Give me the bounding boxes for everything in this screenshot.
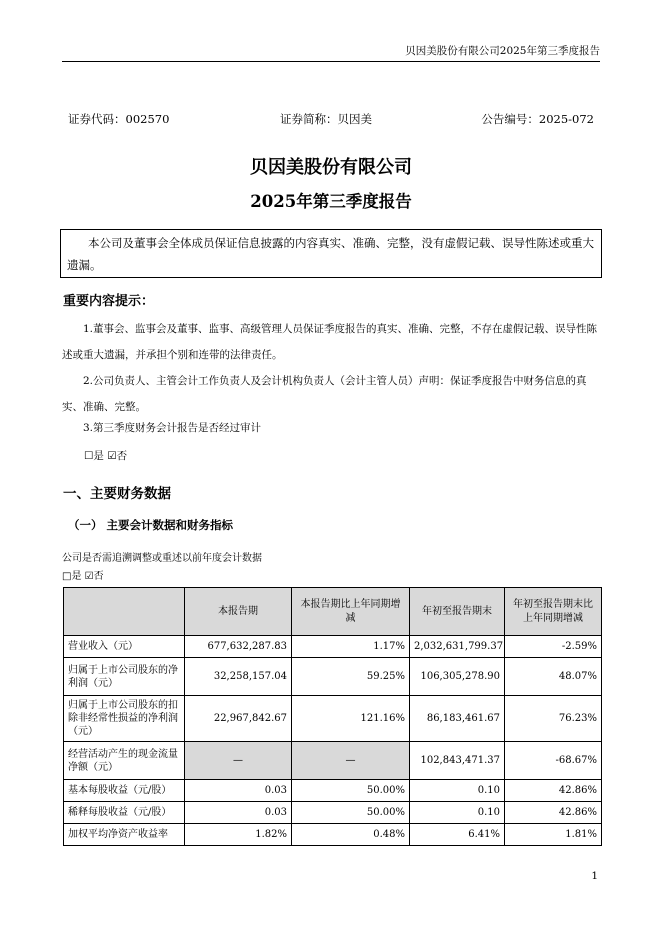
table-row bbox=[64, 802, 602, 824]
point-1: 1.董事会、监事会及董事、监事、高级管理人员保证季度报告的真实、准确、完整，不存在虚假记载、误导性陈述或重大遗漏，并承担个别和连带的法律责任。 bbox=[62, 323, 598, 361]
table-cell: 0.48% bbox=[292, 824, 410, 846]
table-cell: 0.10 bbox=[410, 780, 505, 802]
table-cell: 102,843,471.37 bbox=[410, 742, 505, 780]
table-row bbox=[64, 636, 602, 658]
table-row bbox=[64, 696, 602, 742]
header-cell bbox=[64, 588, 185, 636]
row-label: 归属于上市公司股东的扣除非经常性损益的净利润（元） bbox=[64, 696, 185, 742]
row-label: 加权平均净资产收益率 bbox=[64, 824, 185, 846]
row-label: 基本每股收益（元/股） bbox=[64, 780, 185, 802]
table-cell: 0.10 bbox=[410, 802, 505, 824]
restate-checkbox: □是 ☑否 bbox=[62, 571, 104, 582]
table-row bbox=[64, 742, 602, 780]
table-cell: — bbox=[185, 742, 292, 780]
table-cell: 42.86% bbox=[505, 780, 602, 802]
report-title: 2025年第三季度报告 bbox=[250, 192, 412, 211]
table-cell: 1.17% bbox=[292, 636, 410, 658]
key-tips-heading: 重要内容提示： bbox=[63, 294, 155, 309]
table-cell: 50.00% bbox=[292, 780, 410, 802]
running-header: 贝因美股份有限公司2025年第三季度报告 bbox=[405, 45, 600, 57]
table-cell: 22,967,842.67 bbox=[185, 696, 292, 742]
security-code: 证券代码：002570 bbox=[68, 112, 170, 126]
notice-number: 公告编号：2025-072 bbox=[481, 112, 594, 126]
row-label: 经营活动产生的现金流量净额（元） bbox=[64, 742, 185, 780]
table-cell: 76.23% bbox=[505, 696, 602, 742]
subsection-heading: （一） 主要会计数据和财务指标 bbox=[68, 518, 234, 532]
table-cell: 1.81% bbox=[505, 824, 602, 846]
table-row bbox=[64, 824, 602, 846]
table-cell: 106,305,278.90 bbox=[410, 658, 505, 696]
table-cell: 6.41% bbox=[410, 824, 505, 846]
point-3: 3.第三季度财务会计报告是否经过审计 bbox=[83, 422, 262, 434]
header-cell: 年初至报告期末比上年同期增减 bbox=[505, 588, 602, 636]
notice-box bbox=[60, 229, 602, 278]
table-cell: 48.07% bbox=[505, 658, 602, 696]
restate-question: 公司是否需追溯调整或重述以前年度会计数据 bbox=[62, 553, 262, 564]
row-label: 归属于上市公司股东的净利润（元） bbox=[64, 658, 185, 696]
point-2: 2.公司负责人、主管会计工作负责人及会计机构负责人（会计主管人员）声明：保证季度报告中财务信息的真实、准确、完整。 bbox=[62, 375, 587, 413]
company-title: 贝因美股份有限公司 bbox=[250, 157, 412, 178]
header-cell: 本报告期比上年同期增减 bbox=[292, 588, 410, 636]
table-cell: 86,183,461.67 bbox=[410, 696, 505, 742]
security-info-row bbox=[68, 111, 594, 129]
page-number: 1 bbox=[591, 870, 598, 882]
security-short-name: 证券简称：贝因美 bbox=[280, 112, 372, 126]
table-cell: 1.82% bbox=[185, 824, 292, 846]
table-cell: 50.00% bbox=[292, 802, 410, 824]
table-cell: 32,258,157.04 bbox=[185, 658, 292, 696]
table-cell: -2.59% bbox=[505, 636, 602, 658]
table-row bbox=[64, 658, 602, 696]
section-heading: 一、主要财务数据 bbox=[63, 486, 171, 502]
table-cell: — bbox=[292, 742, 410, 780]
financial-table bbox=[63, 587, 602, 846]
row-label: 营业收入（元） bbox=[64, 636, 185, 658]
header-cell: 年初至报告期末 bbox=[410, 588, 505, 636]
table-cell: 121.16% bbox=[292, 696, 410, 742]
table-row bbox=[64, 780, 602, 802]
table-cell: 0.03 bbox=[185, 780, 292, 802]
row-label: 稀释每股收益（元/股） bbox=[64, 802, 185, 824]
table-cell: 677,632,287.83 bbox=[185, 636, 292, 658]
audit-checkbox: ☐是 ☑否 bbox=[84, 450, 128, 462]
header-cell: 本报告期 bbox=[185, 588, 292, 636]
table-cell: 2,032,631,799.37 bbox=[410, 636, 505, 658]
table-cell: -68.67% bbox=[505, 742, 602, 780]
header-rule bbox=[62, 61, 600, 62]
notice-text: 本公司及董事会全体成员保证信息披露的内容真实、准确、完整，没有虚假记载、误导性陈述或重大遗漏。 bbox=[67, 236, 594, 272]
table-cell: 59.25% bbox=[292, 658, 410, 696]
table-cell: 0.03 bbox=[185, 802, 292, 824]
table-cell: 42.86% bbox=[505, 802, 602, 824]
table-header-row bbox=[64, 588, 602, 636]
